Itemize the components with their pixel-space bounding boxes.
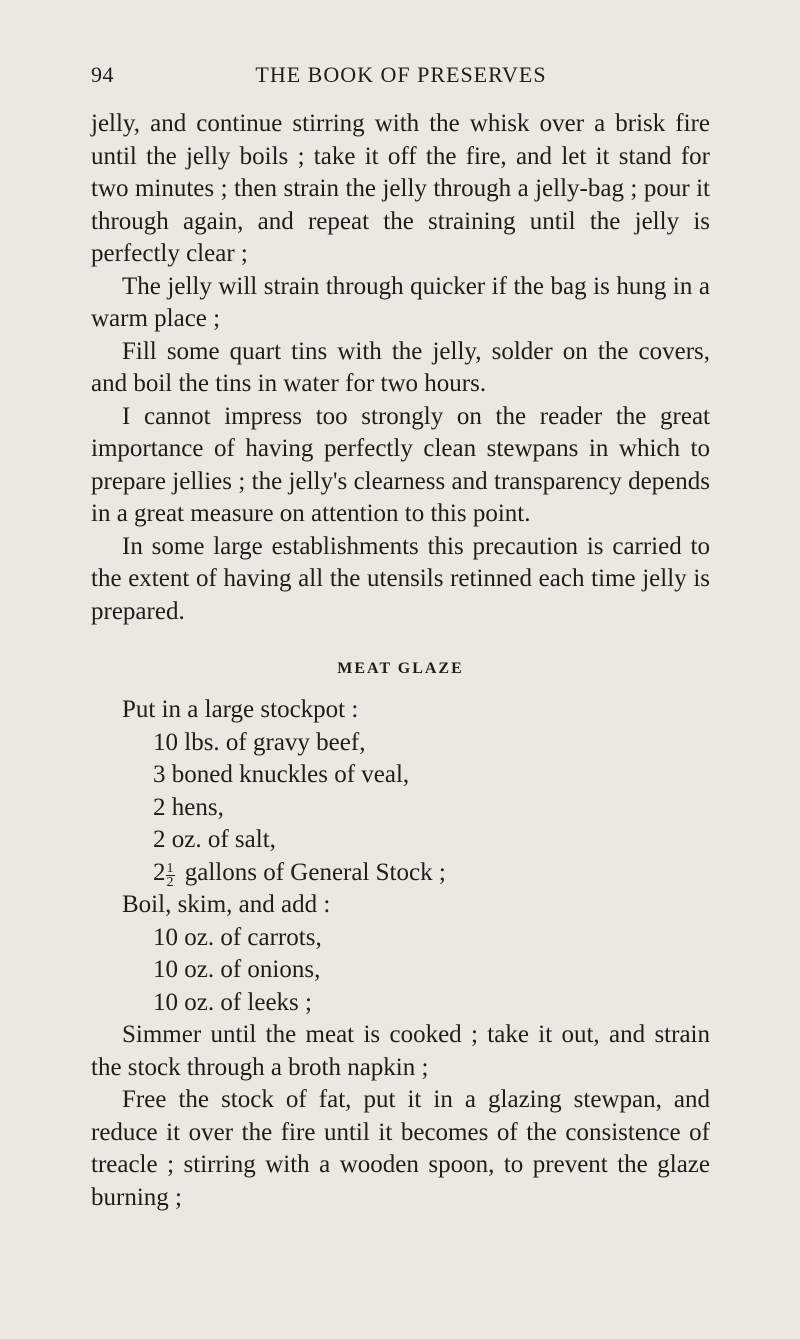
paragraph: The jelly will strain through quicker if the bag is hung in a warm place ; [91,272,710,332]
ingredient-line: 10 oz. of carrots, [153,923,322,951]
ingredient-line-gallons [91,857,710,890]
recipe-step: Boil, skim, and add : [122,891,331,918]
paragraph: Simmer until the meat is cooked ; take it out, and strain the stock through a broth napkin ; [91,1021,710,1081]
section-heading: MEAT GLAZE [337,660,464,677]
paragraph: jelly, and continue stirring with the whisk over a brisk fire until the jelly boils ; take it off the fire, and let it stand for two minutes ; then strain the jelly through a jelly-bag ; pour it through again, and repeat the straining until the jelly is perfectly clear ; [91,110,710,267]
paragraph: Free the stock of fat, put it in a glazing stewpan, and reduce it over the fire until it becomes of the consistence of treacle ; stirring with a wooden spoon, to prevent the glaze burning ; [91,1086,710,1211]
ingredient-line: 10 lbs. of gravy beef, [153,728,366,756]
running-header [91,62,711,92]
ingredient-line: 2 hens, [153,793,224,821]
fraction-denominator: 2 [166,874,174,890]
fraction [166,862,175,889]
ingredient-line: 3 boned knuckles of veal, [153,761,410,788]
recipe-intro: Put in a large stockpot : [122,696,359,723]
ingredient-line: 10 oz. of leeks ; [153,988,312,1016]
paragraph: I cannot impress too strongly on the reader the great importance of having perfectly clean stewpans in which to prepare jellies ; the jelly's clearness and transparency depends in a great measure on attention to this point. [91,402,710,527]
ingredient-line: 10 oz. of onions, [153,956,321,983]
page-body [91,108,710,1214]
fraction-numerator: 1 [166,860,174,876]
paragraph: In some large establishments this precaution is carried to the extent of having all the utensils retinned each time jelly is prepared. [91,532,710,625]
gallons-text: gallons of General Stock ; [184,858,446,886]
running-title: THE BOOK OF PRESERVES [255,62,547,87]
ingredient-line: 2 oz. of salt, [153,826,276,853]
page-number: 94 [91,62,114,87]
fraction-whole: 2 [153,858,166,886]
paragraph: Fill some quart tins with the jelly, solder on the covers, and boil the tins in water for two hours. [91,337,710,397]
